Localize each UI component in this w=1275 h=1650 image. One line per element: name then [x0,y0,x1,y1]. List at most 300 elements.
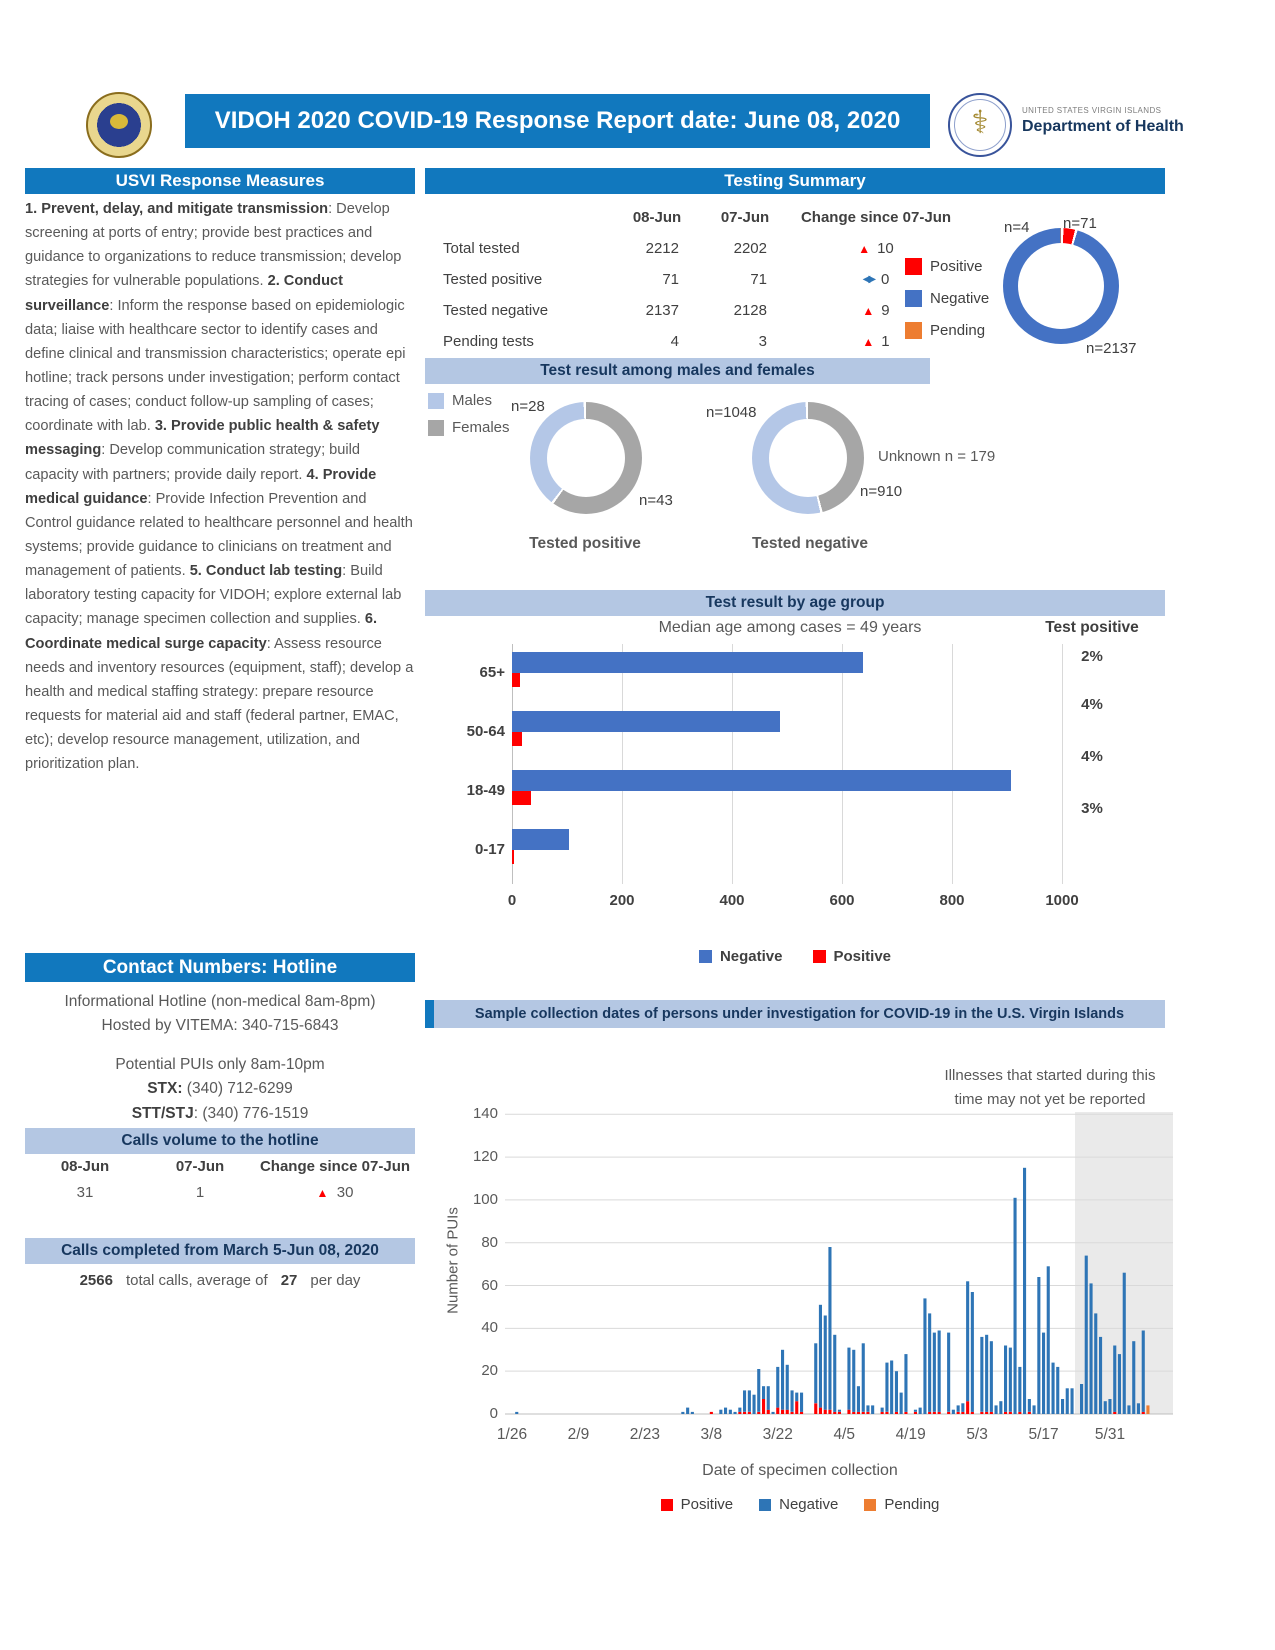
donut-label-positive: n=71 [1063,215,1097,232]
testing-summary-title: Testing Summary [724,171,866,190]
pui-bar [1108,1399,1111,1414]
pui-bar [1085,1256,1088,1414]
pui-bar [871,1405,874,1414]
pui-bar [824,1410,827,1414]
page-title: VIDOH 2020 COVID-19 Response Report date: June 08, 2020 [214,107,901,134]
pui-bar [957,1412,960,1414]
pui-bar [857,1412,860,1414]
response-item-lead: 5. Conduct lab testing [189,563,343,580]
age-x-tick: 600 [829,892,855,909]
pui-bar [952,1410,955,1414]
pui-bar [724,1408,727,1414]
value-today: 4 [670,333,679,350]
pui-legend-negative [759,1496,838,1513]
pui-bar [990,1341,993,1412]
pui-section-header [434,1000,1165,1028]
age-gridline [952,644,953,884]
response-item-lead: 4. Provide medical guidance [25,466,377,507]
pui-bar [928,1313,931,1412]
pui-bar [1004,1412,1007,1414]
calls-col-header: Change since 07-Jun [259,1158,411,1175]
pui-bar [847,1410,850,1414]
pui-bar [819,1305,822,1408]
testing-summary-table [443,202,968,357]
positive-bar-65+ [512,673,520,687]
pui-bar [776,1408,779,1414]
response-item-body: : Provide Infection Prevention and Control guidance related to healthcare personnel and health systems; provide guidance to clinicians on treatment and management of patients. [25,490,413,580]
legend-label: Positive [930,258,983,275]
calls-col-header: 08-Jun [60,1158,110,1175]
pui-bar [890,1361,893,1415]
legend-item-negative [905,290,989,307]
age-x-tick: 0 [507,892,517,909]
testing-table-row [443,295,968,326]
age-x-tick: 800 [939,892,965,909]
pui-bar [933,1412,936,1414]
pui-x-tick: 2/9 [567,1426,590,1443]
pui-ylabel: Number of PUIs [444,1207,462,1314]
calls-change: ▲ 30 [316,1184,354,1201]
calls-completed-stats: 2566 total calls, average of 27 per day [79,1272,361,1289]
pui-bar [1018,1367,1021,1412]
negative-swatch-icon [759,1499,771,1511]
pui-bar [1071,1388,1074,1414]
pui-bar [919,1408,922,1414]
response-item-lead: 2. Conduct surveillance [25,273,343,314]
pui-bar [1009,1348,1012,1412]
negative-bar-50-64 [512,711,780,732]
pui-bar [1090,1283,1093,1414]
up-triangle-icon: ▲ [316,1186,329,1200]
age-gridline [842,644,843,884]
pui-bar [1094,1313,1097,1414]
pui-bar [961,1412,964,1414]
positive-swatch-icon [905,258,922,275]
testing-table-row [443,233,968,264]
age-x-tick: 1000 [1045,892,1079,909]
pui-y-tick: 80 [481,1233,498,1251]
pui-bar [1061,1399,1064,1414]
age-legend-positive [813,948,892,965]
pui-bar [881,1408,884,1412]
pui-bar [1023,1168,1026,1414]
up-triangle-icon: ▲ [858,241,871,256]
calls-col-header: 07-Jun [175,1158,225,1175]
pos-males-label: n=28 [511,398,545,415]
pui-bar [857,1386,860,1412]
negative-bar-0-17 [512,829,569,850]
pui-bar [838,1410,841,1412]
value-yesterday: 2202 [733,240,767,257]
pui-y-tick: 140 [472,1105,498,1123]
pui-legend-pending [864,1496,939,1513]
age-group-bar-chart [425,642,1175,927]
sex-section-header [425,358,930,384]
response-item-body: : Develop screening at ports of entry; provide best practices and guidance to organizations to reduce transmission; develop strategies for vulnerable populations. [25,201,402,290]
pui-bars-svg [505,1107,1173,1414]
pui-bar [966,1401,969,1414]
pui-bar [743,1390,746,1411]
pui-bar [985,1412,988,1414]
pui-bar [1123,1273,1126,1414]
response-item-lead: 1. Prevent, delay, and mitigate transmission [25,201,329,217]
pui-bar [1047,1266,1050,1414]
pui-bar [862,1412,865,1414]
legend-item-positive [905,258,989,275]
pui-x-tick: 3/22 [762,1426,793,1443]
testing-table-row [443,326,968,357]
pui-bar [762,1386,765,1399]
pui-x-tick: 5/3 [966,1426,988,1443]
hotline-header [25,953,415,982]
calls-value-yesterday: 1 [195,1184,205,1201]
report-title-bar [185,94,930,148]
response-item-lead: 6. Coordinate medical surge capacity [25,611,378,652]
calls-volume-header [25,1128,415,1154]
pui-bar [691,1412,694,1414]
pui-bar [738,1412,741,1414]
row-label: Tested negative [443,302,549,319]
age-legend-negative [699,948,783,965]
hotline-stt: STT/STJ: (340) 776-1519 [131,1104,309,1122]
pui-bar [961,1403,964,1412]
pui-bar [767,1410,770,1414]
negative-bar-65+ [512,652,863,673]
hotline-line3: Potential PUIs only 8am-10pm [115,1055,325,1073]
age-category-label: 65+ [479,664,505,681]
negative-swatch-icon [905,290,922,307]
pui-bar [515,1412,518,1414]
pui-bar [838,1412,841,1414]
pui-bar [881,1412,884,1414]
age-gridline [732,644,733,884]
pui-bar [1037,1277,1040,1414]
test-positive-pct: 4% [1081,748,1103,765]
pui-bar [904,1412,907,1414]
pui-y-tick: 120 [472,1148,498,1166]
pui-y-tick: 100 [472,1190,498,1208]
pui-bar [1132,1341,1135,1414]
row-label: Tested positive [443,271,543,288]
response-item-2 [25,273,405,434]
pui-x-tick: 5/17 [1028,1426,1059,1443]
doh-seal-logo [948,93,1012,157]
donut-label-pending: n=4 [1004,219,1030,236]
change-value: 1 [881,333,890,350]
testing-col-header: Change since 07-Jun [800,209,952,226]
legend-item-pending [905,322,989,339]
pui-bar [781,1410,784,1414]
change-value: 0 [881,271,890,288]
negative-swatch-icon [699,950,712,963]
pui-bar [1028,1412,1031,1414]
seal-eagle-icon [110,114,128,129]
positive-swatch-icon [813,950,826,963]
pui-bar [795,1401,798,1414]
hotline-info [25,990,415,1126]
pui-bar [1009,1412,1012,1414]
pending-swatch-icon [864,1499,876,1511]
hotline-stx: STX: (340) 712-6299 [147,1080,293,1098]
pui-bar [743,1412,746,1414]
pui-bar [971,1412,974,1414]
donut-label-negative: n=2137 [1086,340,1137,357]
pui-bar [824,1316,827,1410]
legend-label: Positive [680,1496,734,1513]
calls-volume-table [25,1158,415,1201]
up-triangle-icon: ▲ [862,303,875,318]
pui-y-tick: 0 [489,1405,498,1422]
pui-x-tick: 5/31 [1094,1426,1126,1443]
caduceus-icon: ⚕ [971,104,989,140]
pui-bar [781,1350,784,1410]
age-x-tick: 400 [719,892,745,909]
pui-bar [833,1412,836,1414]
tested-negative-caption: Tested negative [751,535,868,552]
age-section-header [425,590,1165,616]
pui-bar [866,1412,869,1414]
pui-bar [686,1408,689,1414]
pui-bar [767,1386,770,1410]
test-positive-pct: 3% [1081,800,1103,817]
pui-bar [786,1410,789,1414]
pui-bar [1127,1405,1130,1414]
pui-bar [828,1247,831,1410]
pui-bar [681,1412,684,1414]
pui-bar [938,1412,941,1414]
pos-females-label: n=43 [639,492,673,509]
pui-bar [828,1410,831,1414]
pui-bar [904,1354,907,1412]
avg-calls-value: 27 [280,1272,298,1289]
pui-x-tick: 4/5 [833,1426,855,1443]
legend-label: Pending [930,322,986,339]
banner-accent-tab [425,1000,434,1028]
tested-negative-by-sex-donut [752,402,864,514]
test-positive-column-header: Test positive [1045,619,1139,636]
response-measures-header [25,168,415,194]
pending-swatch-icon [905,322,922,339]
row-label: Total tested [443,240,520,257]
pui-bar [852,1350,855,1412]
age-category-label: 0-17 [474,841,505,858]
pui-bar [1014,1198,1017,1414]
pui-bar [914,1412,917,1414]
pui-bar [985,1335,988,1412]
pui-bar [814,1343,817,1403]
usvi-government-seal-logo [86,92,152,158]
pui-bar [786,1365,789,1410]
pui-bar [862,1343,865,1412]
pui-bar [1042,1333,1045,1414]
legend-label: Negative [779,1496,839,1513]
change-value: 10 [877,240,894,257]
response-item-6 [25,611,413,772]
testing-summary-donut-chart [1003,228,1119,344]
pui-bar [748,1412,751,1414]
pui-bar [776,1367,779,1408]
legend-label: Negative [719,948,783,965]
pui-bar [971,1292,974,1412]
hotline-title: Contact Numbers: Hotline [102,956,338,978]
pui-x-tick: 2/23 [629,1426,660,1443]
pui-bar [1056,1367,1059,1414]
pui-bar [1113,1346,1116,1412]
pui-bar [819,1408,822,1414]
pui-bar [734,1412,737,1414]
age-category-label: 50-64 [466,723,505,740]
females-swatch-icon [428,420,444,436]
pui-bar [800,1412,803,1414]
doh-wordmark [1022,106,1222,136]
pui-bar [999,1401,1002,1414]
hotline-line1: Informational Hotline (non-medical 8am-8pm) [64,993,376,1010]
pui-bar [1028,1399,1031,1412]
testing-table-row [443,264,968,295]
response-item-lead: 3. Provide public health & safety messaging [25,418,380,459]
age-chart-legend [425,948,1165,965]
positive-bar-50-64 [512,732,522,746]
pui-bar [710,1412,713,1414]
pui-bar [1104,1401,1107,1414]
neg-males-label: n=1048 [706,404,757,421]
value-today: 2137 [645,302,679,319]
pui-bar [800,1393,803,1412]
pui-legend [425,1496,1175,1513]
pui-bar [1113,1412,1116,1414]
calls-volume-title: Calls volume to the hotline [121,1132,319,1149]
pui-bar [833,1335,836,1412]
total-calls-value: 2566 [79,1272,113,1289]
pui-bar [1142,1412,1145,1414]
pui-timeseries-chart [425,1048,1175,1528]
age-gridline [622,644,623,884]
pui-bar [885,1412,888,1414]
pui-bar [1118,1354,1121,1414]
value-yesterday: 2128 [733,302,767,319]
pui-bar [933,1333,936,1412]
calls-completed-title: Calls completed from March 5-Jun 08, 2020 [61,1242,379,1259]
positive-bar-0-17 [512,850,514,864]
pui-bar [852,1412,855,1414]
pui-bar [885,1363,888,1412]
pui-bar [957,1405,960,1411]
pui-bar [1099,1337,1102,1414]
org-small-text: UNITED STATES VIRGIN ISLANDS [1022,106,1162,115]
pui-bar [791,1390,794,1411]
change-cell [789,240,963,257]
change-value: 9 [881,302,890,319]
pui-bar [980,1337,983,1412]
tested-positive-by-sex-donut [530,402,642,514]
testing-col-header: 07-Jun [720,209,770,226]
pui-bar [1137,1403,1140,1414]
legend-label: Pending [884,1496,940,1513]
pui-x-tick: 3/8 [700,1426,723,1443]
females-legend-label: Females [452,419,510,436]
age-x-tick: 200 [609,892,635,909]
pui-x-tick: 4/19 [895,1426,926,1443]
pui-bar [1142,1331,1145,1412]
testing-table-header-row [443,202,968,233]
value-today: 71 [662,271,679,288]
test-positive-pct: 2% [1081,648,1103,665]
positive-swatch-icon [661,1499,673,1511]
pui-bar [866,1405,869,1411]
pui-bar [1080,1384,1083,1414]
testing-summary-legend [905,258,989,339]
response-item-body: : Assess resource needs and inventory resources (equipment, staff); develop a health and medical staffing strategy: prepare resource requests for material aid and staff (federal partner, EMAC, etc); develop resource management, utilization, and prioritization plan. [25,635,414,773]
pui-bar [966,1281,969,1401]
pui-bar [1066,1388,1069,1414]
neg-females-label: n=910 [860,483,903,500]
legend-label: Negative [930,290,990,307]
pui-bar [895,1412,898,1414]
pui-bar [914,1410,917,1412]
test-positive-pct: 4% [1081,696,1103,713]
pui-bar [757,1412,760,1414]
age-category-label: 18-49 [466,782,505,799]
pui-bar [757,1369,760,1412]
pui-bar [980,1412,983,1414]
pui-bar [895,1371,898,1412]
tested-positive-caption: Tested positive [529,535,641,552]
pui-xlabel: Date of specimen collection [702,1462,898,1479]
negative-bar-18-49 [512,770,1011,791]
testing-summary-header [425,168,1165,194]
hotline-line2: Hosted by VITEMA: 340-715-6843 [101,1017,339,1035]
pui-bar [947,1333,950,1412]
value-today: 2212 [645,240,679,257]
unknown-label: Unknown n = 179 [878,448,996,465]
up-triangle-icon: ▲ [862,334,875,349]
value-yesterday: 3 [758,333,767,350]
response-item-1 [25,201,401,289]
males-swatch-icon [428,393,444,409]
pui-bar [990,1412,993,1414]
pui-bar [719,1410,722,1414]
pui-bar [738,1408,741,1412]
pui-bar [947,1412,950,1414]
pui-bar [814,1403,817,1414]
pui-y-tick: 40 [481,1319,498,1337]
pui-bar [923,1298,926,1414]
pui-section-title: Sample collection dates of persons under investigation for COVID-19 in the U.S. Virgin Islands [474,1006,1125,1022]
pui-bar [1146,1405,1149,1414]
sex-legend [428,392,510,436]
pui-y-tick: 20 [481,1362,498,1380]
pui-bar [847,1348,850,1410]
testing-col-header: 08-Jun [632,209,682,226]
response-item-body: : Develop communication strategy; build capacity with partners; provide daily report. [25,442,361,483]
pui-bar [900,1393,903,1414]
pui-bar [753,1395,756,1414]
males-legend-label: Males [452,392,493,409]
pui-bar [795,1393,798,1402]
pui-bar [928,1412,931,1414]
pui-bar [995,1405,998,1414]
row-label: Pending tests [443,333,534,350]
legend-label: Positive [833,948,892,965]
pui-bar [772,1412,775,1414]
pui-legend-positive [661,1496,734,1513]
response-measures-text [25,197,417,776]
calls-value-today: 31 [76,1184,94,1201]
pui-x-tick: 1/26 [496,1426,528,1443]
pui-bar [1033,1405,1036,1414]
pui-bar [748,1390,751,1411]
org-name-text: Department of Health [1022,118,1184,135]
